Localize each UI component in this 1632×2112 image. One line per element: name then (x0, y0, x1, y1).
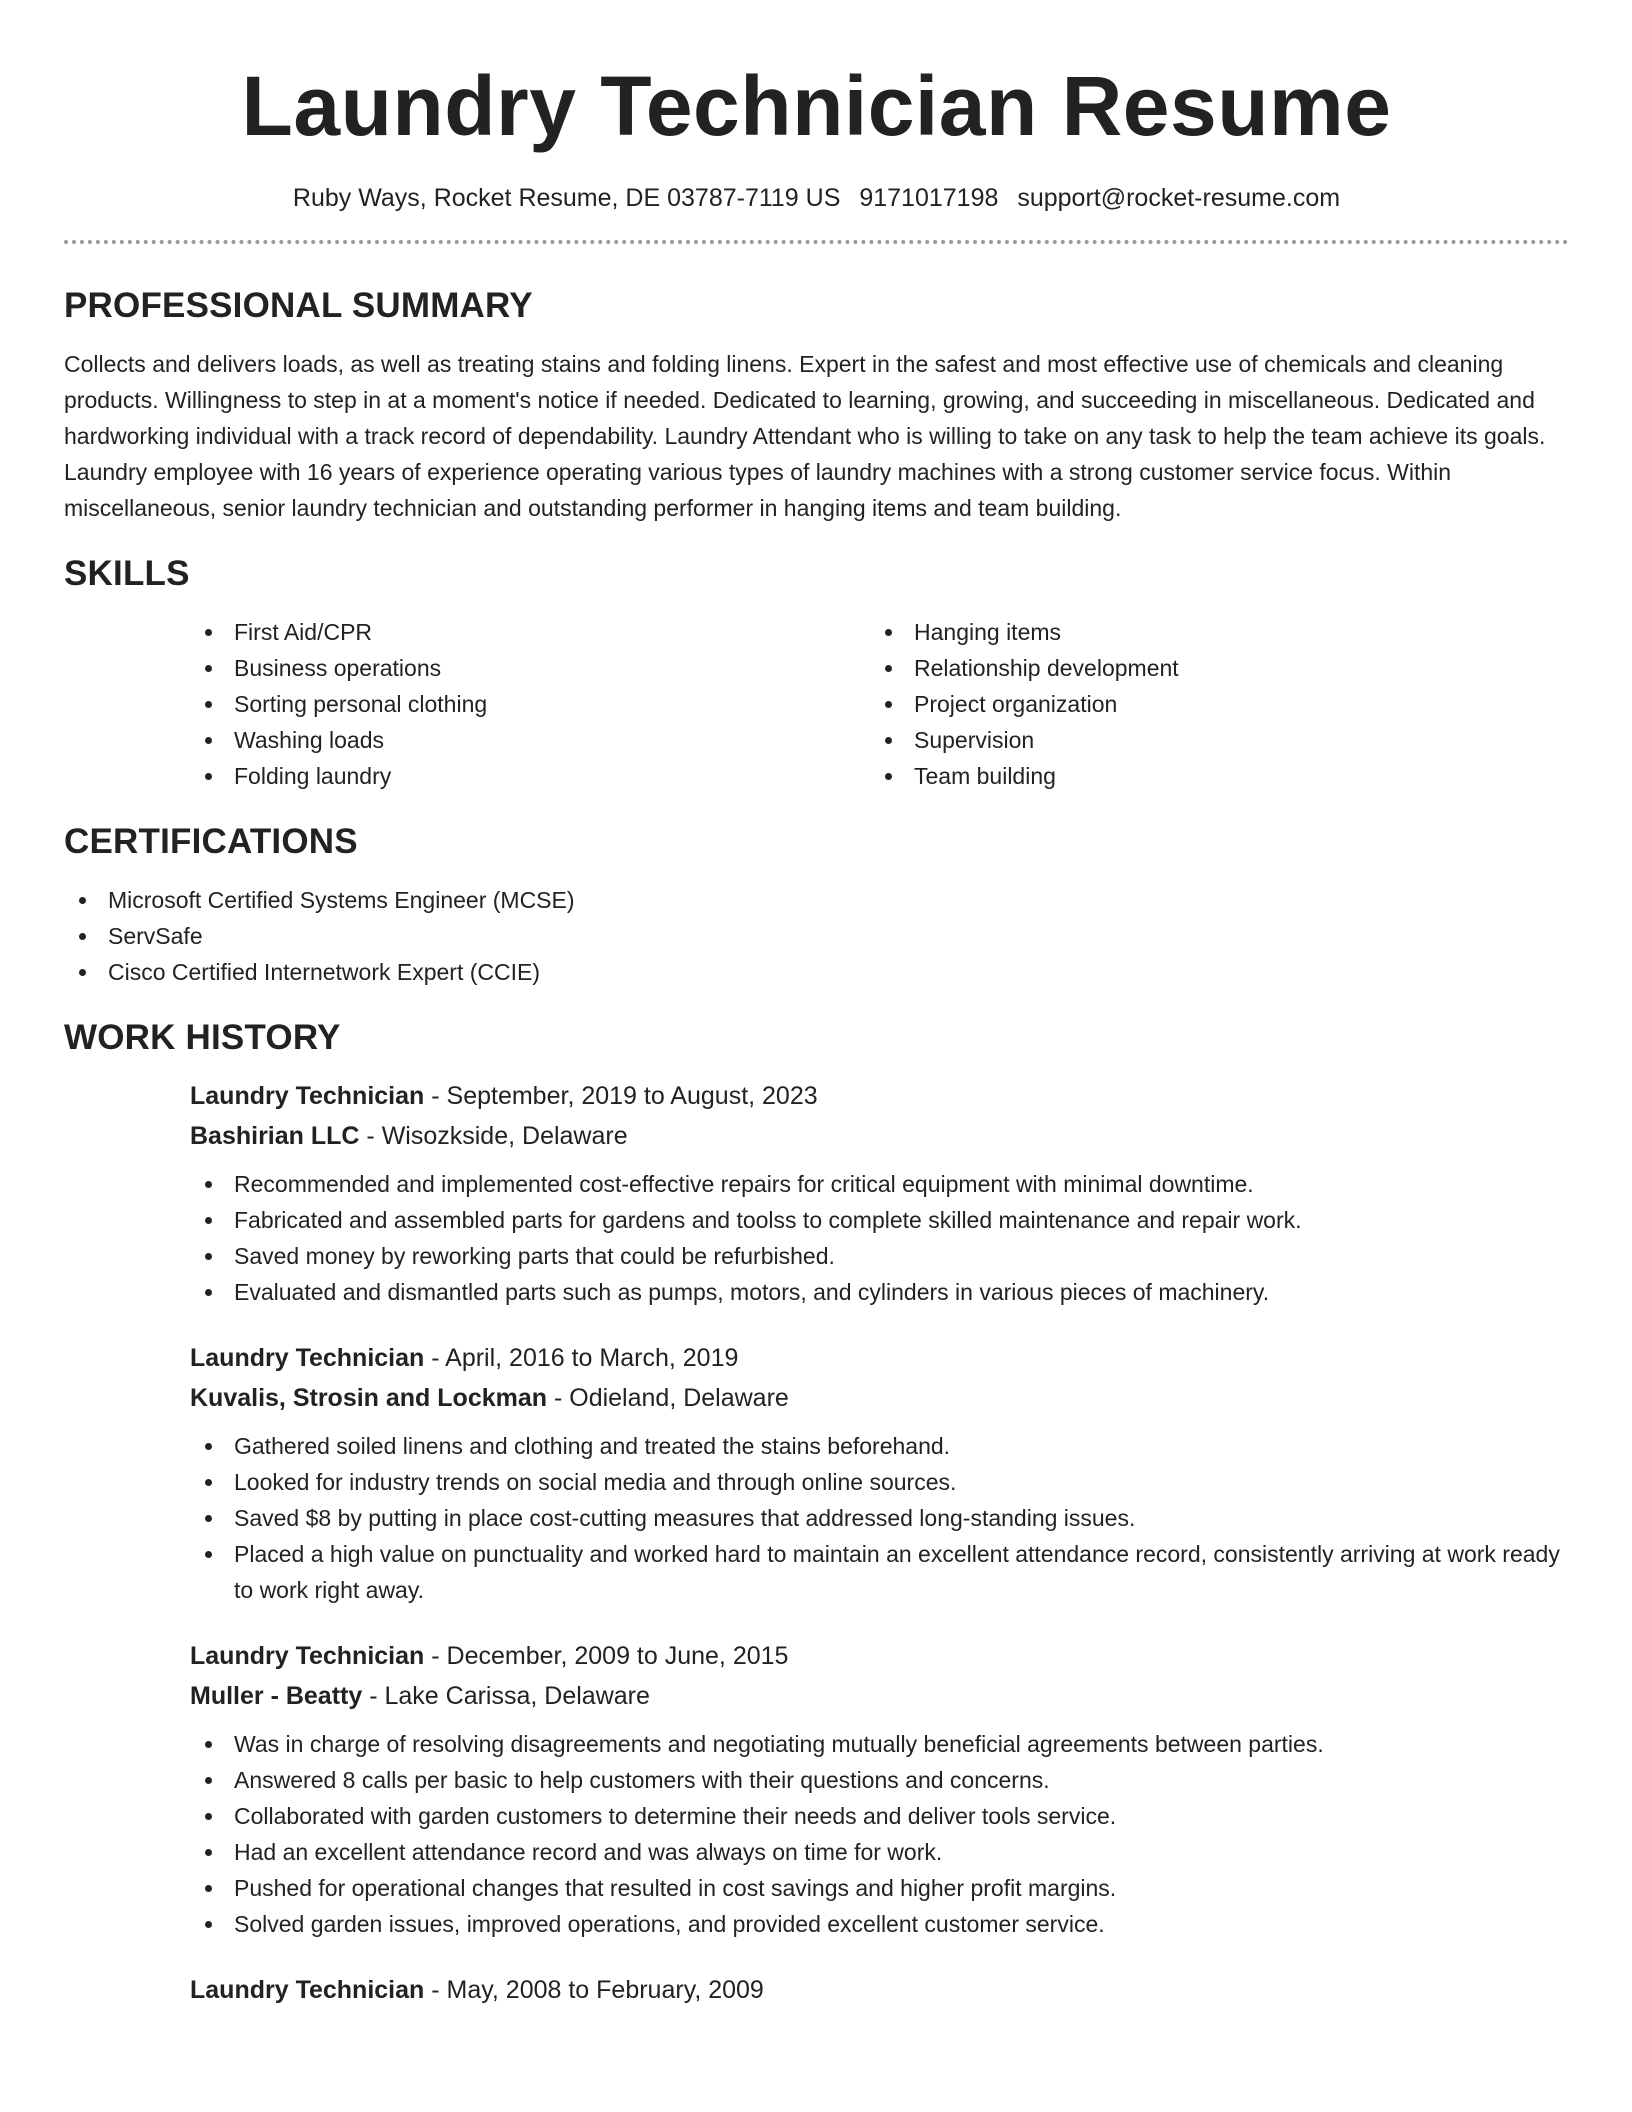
certifications-list (64, 882, 1569, 990)
resume-page (64, 0, 1569, 2038)
skill-item: First Aid/CPR (190, 614, 870, 650)
job-dates: - April, 2016 to March, 2019 (424, 1344, 739, 1372)
job-location: - Wisozkside, Delaware (359, 1122, 628, 1150)
skill-item: Team building (870, 758, 1550, 794)
job-duty-item: Was in charge of resolving disagreements and negotiating mutually beneficial agreements between parties. (190, 1726, 1569, 1762)
skill-item: Hanging items (870, 614, 1550, 650)
job-title: Laundry Technician (190, 1976, 425, 2004)
job-location: - Odieland, Delaware (547, 1384, 789, 1412)
job-duties (190, 1166, 1569, 1310)
job-entry (190, 1076, 1569, 1310)
job-duty-item: Had an excellent attendance record and was always on time for work. (190, 1834, 1569, 1870)
job-title-line (190, 1338, 1569, 1378)
job-entry (190, 1338, 1569, 1608)
job-dates: - May, 2008 to February, 2009 (424, 1976, 764, 2004)
job-dates: - September, 2019 to August, 2023 (424, 1082, 818, 1110)
job-entry (190, 1970, 1569, 2010)
resume-title: Laundry Technician Resume (241, 59, 1392, 153)
skill-item: Sorting personal clothing (190, 686, 870, 722)
job-title: Laundry Technician (190, 1082, 425, 1110)
skill-item: Supervision (870, 722, 1550, 758)
skill-item: Business operations (190, 650, 870, 686)
job-company: Muller - Beatty (190, 1682, 363, 1710)
contact-line (64, 182, 1569, 214)
skill-item: Washing loads (190, 722, 870, 758)
job-duty-item: Evaluated and dismantled parts such as pumps, motors, and cylinders in various pieces of machinery. (190, 1274, 1569, 1310)
summary-text: Collects and delivers loads, as well as treating stains and folding linens. Expert in the safest and most effective use of chemicals and cleaning products. Willingness to step in at a moment's notice if needed. Dedicated to learning, growing, and succeeding in miscellaneous. Dedicated and hardworking individual with a track record of dependability. Laundry Attendant who is willing to take on any task to help the team achieve its goals. Laundry employee with 16 years of experience operating various types of laundry machines with a strong customer service focus. Within miscellaneous, senior laundry technician and outstanding performer in hanging items and team building. (64, 351, 1546, 521)
contact-address: Ruby Ways, Rocket Resume, DE 03787-7119 US (292, 184, 841, 212)
job-duty-item: Placed a high value on punctuality and worked hard to maintain an excellent attendance record, consistently arriving at work ready to work right away. (190, 1536, 1569, 1608)
skills-list (190, 614, 1569, 794)
job-title: Laundry Technician (190, 1344, 425, 1372)
job-duty-item: Gathered soiled linens and clothing and treated the stains beforehand. (190, 1428, 1569, 1464)
job-company-line (190, 1116, 1569, 1156)
job-duty-item: Collaborated with garden customers to determine their needs and deliver tools service. (190, 1798, 1569, 1834)
job-company-line (190, 1676, 1569, 1716)
contact-email: support@rocket-resume.com (1017, 184, 1341, 212)
job-company: Kuvalis, Strosin and Lockman (190, 1384, 548, 1412)
header-divider (64, 240, 1569, 244)
job-company-line (190, 1378, 1569, 1418)
certification-item: ServSafe (64, 918, 1569, 954)
job-duty-item: Looked for industry trends on social media and through online sources. (190, 1464, 1569, 1500)
job-location: - Lake Carissa, Delaware (362, 1682, 650, 1710)
job-duty-item: Answered 8 calls per basic to help customers with their questions and concerns. (190, 1762, 1569, 1798)
job-entry (190, 1636, 1569, 1942)
job-duty-item: Recommended and implemented cost-effective repairs for critical equipment with minimal downtime. (190, 1166, 1569, 1202)
job-duties (190, 1726, 1569, 1942)
skills-column-right (870, 614, 1550, 794)
contact-phone: 9171017198 (859, 184, 999, 212)
certification-item: Microsoft Certified Systems Engineer (MCSE) (64, 882, 1569, 918)
certification-item: Cisco Certified Internetwork Expert (CCIE) (64, 954, 1569, 990)
job-title-line (190, 1970, 1569, 2010)
skills-heading: SKILLS (64, 554, 190, 593)
work-history-list (190, 1076, 1569, 2010)
summary-heading: PROFESSIONAL SUMMARY (64, 286, 533, 325)
skill-item: Folding laundry (190, 758, 870, 794)
job-duty-item: Saved $8 by putting in place cost-cutting measures that addressed long-standing issues. (190, 1500, 1569, 1536)
skill-item: Relationship development (870, 650, 1550, 686)
job-title-line (190, 1076, 1569, 1116)
job-duty-item: Saved money by reworking parts that could be refurbished. (190, 1238, 1569, 1274)
job-title: Laundry Technician (190, 1642, 425, 1670)
job-title-line (190, 1636, 1569, 1676)
job-dates: - December, 2009 to June, 2015 (424, 1642, 789, 1670)
certifications-heading: CERTIFICATIONS (64, 822, 358, 861)
skill-item: Project organization (870, 686, 1550, 722)
job-duty-item: Pushed for operational changes that resulted in cost savings and higher profit margins. (190, 1870, 1569, 1906)
work-history-heading: WORK HISTORY (64, 1018, 341, 1057)
job-duties (190, 1428, 1569, 1608)
job-duty-item: Solved garden issues, improved operations, and provided excellent customer service. (190, 1906, 1569, 1942)
skills-column-left (190, 614, 870, 794)
job-duty-item: Fabricated and assembled parts for gardens and toolss to complete skilled maintenance and repair work. (190, 1202, 1569, 1238)
job-company: Bashirian LLC (190, 1122, 360, 1150)
